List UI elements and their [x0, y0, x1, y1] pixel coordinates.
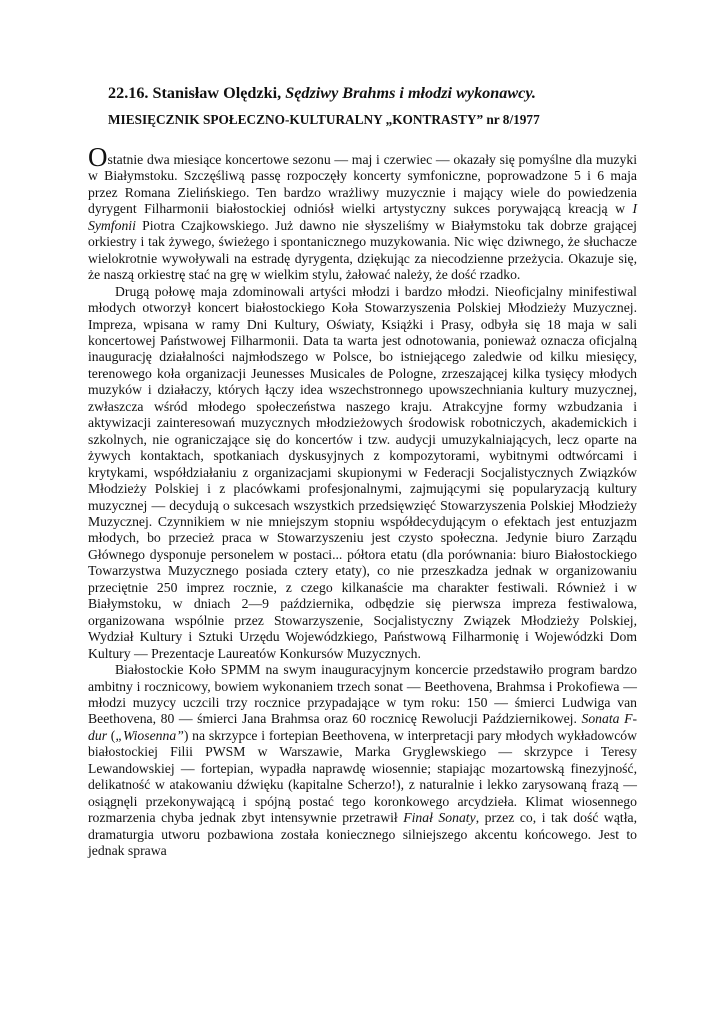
- work-subtitle: „Wiosenna”: [115, 727, 184, 743]
- paragraph-text: Piotra Czajkowskiego. Już dawno nie słyszeliśmy w Białymstoku tak dobrze grającej orkiestry i tak żywego, świeżego i spontanicznego muzykowania. Nic więc dziwnego, że słuchacze wielokrotnie wywoływali na estradę dyrygenta, dziękując za niecodzienne przeżycia. Okazuje się, że naszą orkiestrę stać na grę w wielkim stylu, żałować należy, że dość rzadko.: [88, 217, 637, 283]
- article-body: [88, 142, 638, 859]
- article-heading: [108, 83, 637, 103]
- work-title: I Symfonii: [88, 201, 637, 233]
- paragraph-text: , przez co, i tak dość wątła, dramaturgia utworu pozbawiona została koniecznego silniejszego akcentu końcowego. Jest to jednak sprawa: [88, 810, 637, 859]
- work-title: Finał Sonaty: [403, 810, 476, 826]
- author-line: 22.16. Stanisław Olędzki,: [108, 84, 286, 102]
- source-line: MIESIĘCZNIK SPOŁECZNO-KULTURALNY „KONTRASTY” nr 8/1977: [108, 112, 540, 127]
- paragraph-1: [88, 142, 637, 284]
- paragraph-2: Drugą połowę maja zdominowali artyści młodzi i bardzo młodzi. Nieoficjalny minifestiwal młodych otworzył koncert białostockiego Koła Stowarzyszenia Polskiej Młodzieży Muzycznej. Impreza, wpisana w ramy Dni Kultury, Oświaty, Książki i Prasy, odbyła się 18 maja w sali koncertowej Państwowej Filharmonii. Data ta warta jest odnotowania, ponieważ oznacza oficjalną inaugurację działalności najmłodszego w Polsce, bo istniejącego zaledwie od kilku miesięcy, terenowego koła organizacji Jeunesses Musicales de Pologne, zrzeszającej kilka tysięcy młodych muzyków i działaczy, których łączy idea wszechstronnego upowszechniania kultury muzycznej, zwłaszcza wśród młodego społeczeństwa naszego kraju. Atrakcyjne formy wzbudzania i aktywizacji zainteresowań muzycznych młodzieżowych środowisk robotniczych, akademickich i szkolnych, nie ograniczające się do koncertów i tzw. audycji umuzykalniających, lecz oparte na żywych kontaktach, spotkaniach dyskusyjnych z kompozytorami, wybitnymi odtwórcami i krytykami, współdziałaniu z organizacjami skupionymi w Federacji Socjalistycznych Związków Młodzieży Polskiej i z placówkami profesjonalnymi, zajmującymi się popularyzacją kultury muzycznej — decydują o sukcesach wszystkich przedsięwzięć Stowarzyszenia Polskiej Młodzieży Muzycznej. Czynnikiem w nie mniejszym stopniu współdecydującym o efektach jest entuzjazm młodych, bo przecież praca w Stowarzyszeniu jest czysto społeczna. Jedynie biuro Zarządu Głównego dysponuje personelem w postaci... półtora etatu (dla porównania: biuro Białostockiego Towarzystwa Muzycznego posiada cztery etaty), co nie przeszkadza jednak w organizowaniu przeciętnie 250 imprez rocznie, z czego kilkanaście ma charakter festiwali. Również i w Białymstoku, w dniach 2—9 października, odbędzie się pierwsza impreza festiwalowa, organizowana wspólnie przez Stowarzyszenie, Socjalistyczny Związek Młodzieży Polskiej, Wydział Kultury i Sztuki Urzędu Wojewódzkiego, Państwową Filharmonię i Wojewódzki Dom Kultury — Prezentacje Laureatów Konkursów Muzycznych.: [88, 283, 637, 661]
- paragraph-text: Białostockie Koło SPMM na swym inauguracyjnym koncercie przedstawiło program bardzo ambitny i rocznicowy, bowiem wykonaniem trzech sonat — Beethovena, Brahmsa i Prokofiewa — młodzi muzycy uczcili trzy rocznice przypadające w tym roku: 150 — śmierci Ludwiga van Beethovena, 80 — śmierci Jana Brahmsa oraz 60 rocznicę Rewolucji Październikowej.: [88, 662, 637, 727]
- paragraph-text: statnie dwa miesiące koncertowe sezonu — maj i czerwiec — okazały się pomyślne dla muzyki w Białymstoku. Szczęśliwą passę rozpoczęły koncerty symfoniczne, poprowadzone 5 i 6 maja przez Romana Zielińskiego. Ten bardzo wrażliwy muzycznie i mający wiele do powiedzenia dyrygent Filharmonii białostockiej odniósł wielki artystyczny sukces porywającą kreacją w: [88, 152, 637, 217]
- drop-cap: O: [88, 142, 108, 172]
- paragraph-text: (: [107, 727, 116, 743]
- paragraph-text: ) na skrzypce i fortepian Beethovena, w interpretacji pary młodych wykładowców białostockiej Filii PWSM w Warszawie, Marka Gryglewskiego — skrzypce i Teresy Lewandowskiej — fortepian, wypadła naprawdę wiosennie; stapiając mozartowską finezyjność, delikatność w atakowaniu dźwięku (kapitalne Scherzo!), z naturalnie i lekko zarysowaną frazą — osiągnęli przekonywającą i spójną postać tego koronkowego arcydzieła. Klimat wiosennego rozmarzenia chyba jednak zbyt intensywnie przetrawił: [88, 727, 638, 826]
- work-title: Sonata F-dur: [88, 711, 637, 743]
- paragraph-3: [88, 662, 637, 859]
- article-title: Sędziwy Brahms i młodzi wykonawcy.: [285, 84, 536, 102]
